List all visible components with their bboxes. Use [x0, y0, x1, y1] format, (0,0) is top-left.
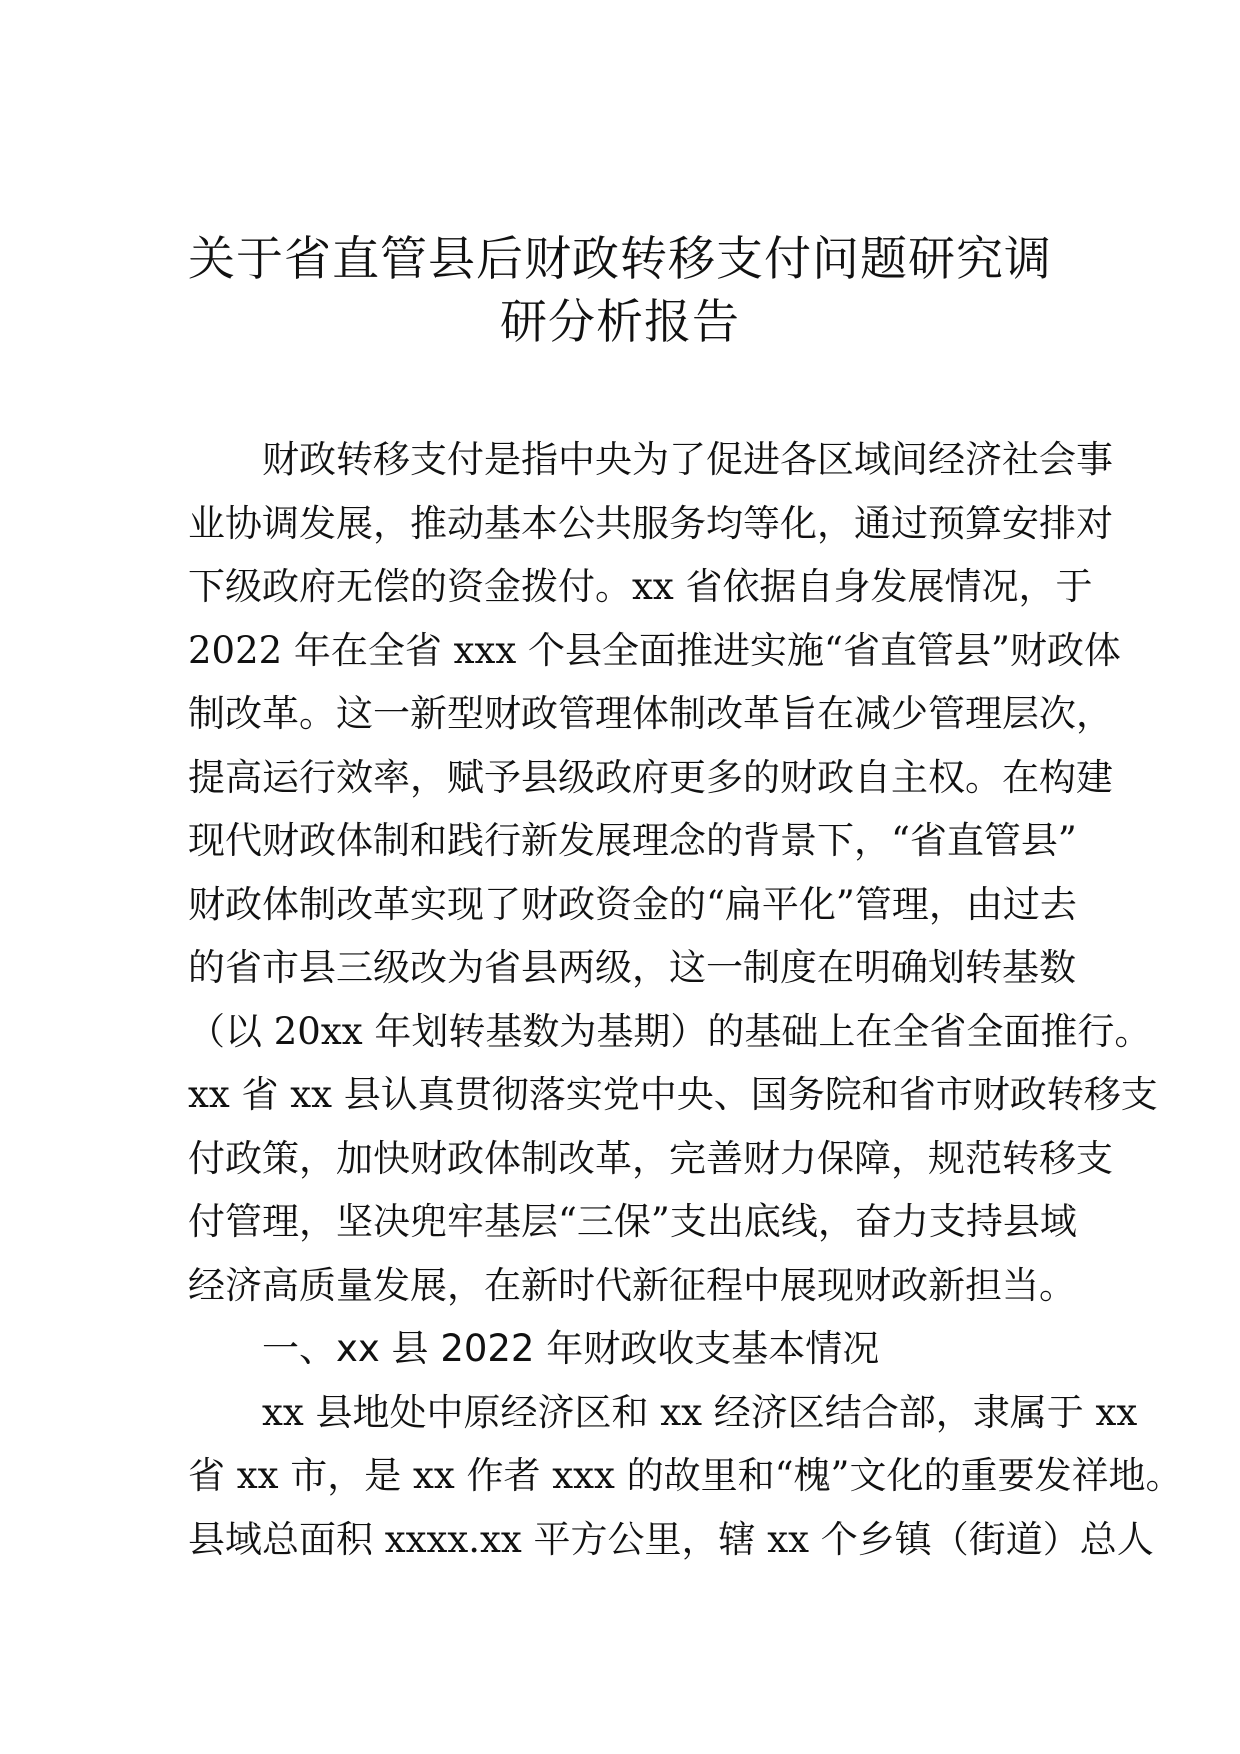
text-line: 付政策，加快财政体制改革，完善财力保障，规范转移支: [188, 1136, 1113, 1180]
text-line: 的省市县三级改为省县两级，这一制度在明确划转基数: [188, 946, 1076, 989]
section-heading: 一、xx 县 2022 年财政收支基本情况: [262, 1327, 880, 1370]
text-line: 付管理，坚决兜牢基层“三保”支出底线，奋力支持县域: [188, 1200, 1077, 1243]
text-line: 财政转移支付是指中央为了促进各区域间经济社会事: [262, 438, 1113, 481]
title-line: 研分析报告: [500, 295, 740, 350]
paragraph-intro: [188, 428, 1158, 1317]
document-title: [180, 228, 1060, 354]
text-line: 制改革。这一新型财政管理体制改革旨在减少管理层次，: [188, 692, 1113, 735]
paragraph-county-overview: [188, 1381, 1183, 1572]
text-line: xx 省 xx 县认真贯彻落实党中央、国务院和省市财政转移支: [188, 1073, 1158, 1116]
text-line: （以 20xx 年划转基数为基期）的基础上在全省全面推行。: [188, 1009, 1152, 1053]
text-line: 业协调发展，推动基本公共服务均等化，通过预算安排对: [188, 501, 1113, 545]
text-line: 提高运行效率，赋予县级政府更多的财政自主权。在构建: [188, 755, 1113, 799]
text-line: 县域总面积 xxxx.xx 平方公里，辖 xx 个乡镇（街道）总人: [188, 1517, 1154, 1561]
document-body: [188, 428, 1183, 1571]
text-line: 2022 年在全省 xxx 个县全面推进实施“省直管县”财政体: [188, 628, 1121, 672]
text-line: 财政体制改革实现了财政资金的“扁平化”管理，由过去: [188, 882, 1077, 926]
text-line: xx 县地处中原经济区和 xx 经济区结合部，隶属于 xx: [262, 1390, 1138, 1434]
text-line: 下级政府无偿的资金拨付。xx 省依据自身发展情况，于: [188, 565, 1093, 608]
text-line: 现代财政体制和践行新发展理念的背景下，“省直管县”: [188, 819, 1077, 862]
text-line: 省 xx 市，是 xx 作者 xxx 的故里和“槐”文化的重要发祥地。: [188, 1454, 1183, 1497]
text-line: 经济高质量发展，在新时代新征程中展现财政新担当。: [188, 1263, 1076, 1307]
title-line: 关于省直管县后财政转移支付问题研究调: [188, 232, 1052, 287]
